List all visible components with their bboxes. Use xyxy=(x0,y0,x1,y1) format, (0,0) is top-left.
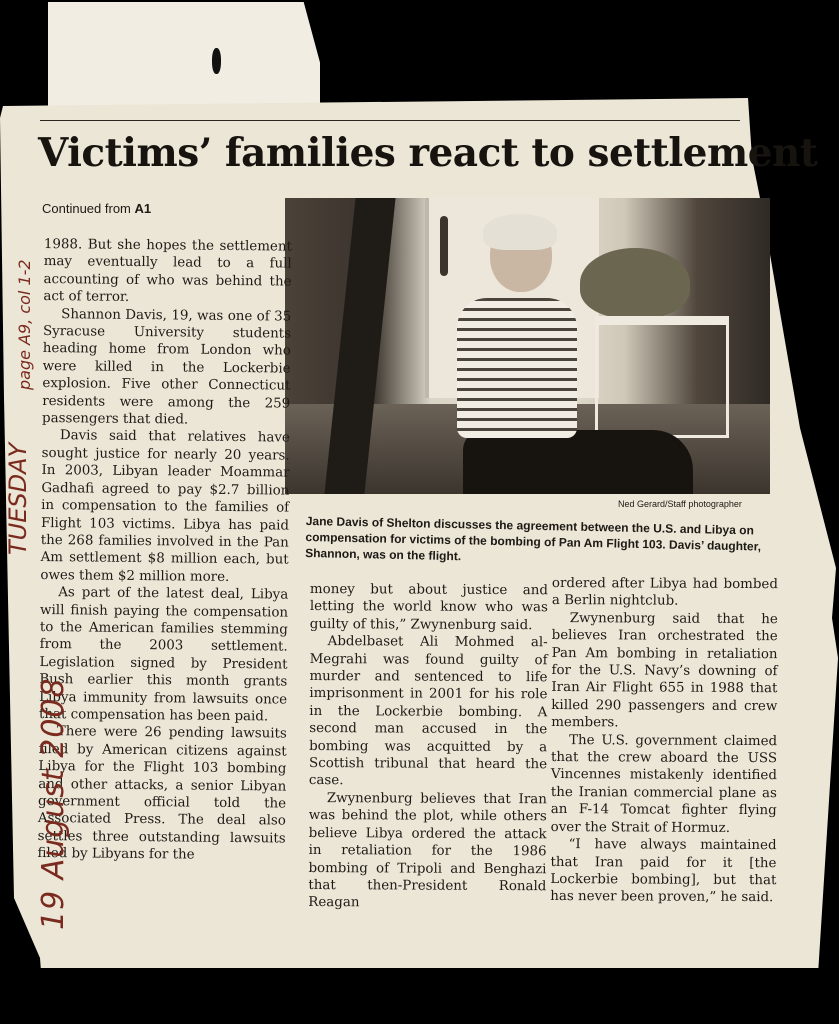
paragraph: Abdelbaset Ali Mohmed al-Megrahi was found guilty of murder and sentenced to life imprisonment in 2001 for his role in the Lockerbie bombing. A second man accused in the bombing was acquitted by a Scottish tribunal that heard the case. xyxy=(308,634,548,789)
news-photo xyxy=(285,198,770,494)
continued-prefix: Continued from xyxy=(42,201,135,216)
photo-caption: Jane Davis of Shelton discusses the agreement between the U.S. and Libya on compensation for victims of the bombing of Pan Am Flight 103. Davis’ daughter, Shannon, was on the flight. xyxy=(305,513,762,564)
paragraph: Shannon Davis, 19, was one of 35 Syracuse University students heading home from London who were killed in the Lockerbie explosion. Five other Connecticut residents were among the 259 passengers that died. xyxy=(42,306,292,428)
photo-person-hair xyxy=(483,214,557,250)
photo-plant-stand xyxy=(595,316,729,438)
continued-page: A1 xyxy=(134,201,152,216)
handwritten-day: TUESDAY xyxy=(4,442,32,555)
paragraph: Zwynenburg believes that Iran was behind the plot, while others believe Libya ordered the attack in retaliation for the 1986 bombing of Tripoli and Benghazi that then-President Ronald Reagan xyxy=(308,790,547,911)
paragraph: ordered after Libya had bombed a Berlin nightclub. xyxy=(551,576,778,610)
photo-person-shirt xyxy=(457,298,577,438)
paragraph: There were 26 pending lawsuits filed by American citizens against Libya for the Flight 103 bombing and other attacks, a senior Libyan government official told the Associated Press. The deal also settles three outstanding lawsuits filed by Libyans for the xyxy=(37,724,287,863)
paragraph: money but about justice and letting the world know who was guilty of this,” Zwynenburg said. xyxy=(309,582,548,633)
paragraph: As part of the latest deal, Libya will finish paying the compensation to the American families stemming from the 2003 settlement. Legislation signed by President Bush earlier this month grants Libya immunity from lawsuits once that compensation has been paid. xyxy=(38,585,289,725)
continued-from xyxy=(42,201,151,216)
photo-credit: Ned Gerard/Staff photographer xyxy=(618,499,742,509)
photo-door-handle xyxy=(440,216,448,276)
photo-plant xyxy=(580,248,690,318)
clipping-tab xyxy=(48,2,320,112)
headline: Victims’ families react to settlement xyxy=(38,130,818,176)
paragraph: The U.S. government claimed that the crew aboard the USS Vincennes mistakenly identified the Iranian commercial plane as an F-14 Tomcat fighter flying over the Strait of Hormuz. xyxy=(550,732,778,836)
punch-hole xyxy=(212,48,221,74)
photo-person-legs xyxy=(463,430,693,494)
paragraph: Davis said that relatives have sought justice for nearly 20 years. In 2003, Libyan leader Moammar Gadhafi agreed to pay $2.7 billion in compensation to the families of Flight 103 victims. Libya has paid the 268 families involved in the Pan Am settlement $8 million each, but owes them $2 million more. xyxy=(40,428,290,585)
top-rule xyxy=(40,120,740,121)
paragraph: Zwynenburg said that he believes Iran orchestrated the Pan Am bombing in retaliation for the U.S. Navy’s downing of Iran Air Flight 655 in 1988 that killed 290 passengers and crew members. xyxy=(551,610,778,731)
paragraph: “I have always maintained that Iran paid for it [the Lockerbie bombing], but that has never been proven,” he said. xyxy=(550,837,777,906)
paragraph: 1988. But she hopes the settlement may eventually lead to a full accounting of who was behind the act of terror. xyxy=(43,236,292,306)
handwritten-date: 19 August 2008 xyxy=(36,677,71,930)
handwritten-page-note: page A9, col 1-2 xyxy=(15,259,34,390)
article-column-1 xyxy=(37,236,292,865)
article-column-2 xyxy=(308,581,548,913)
article-column-3 xyxy=(550,575,778,907)
